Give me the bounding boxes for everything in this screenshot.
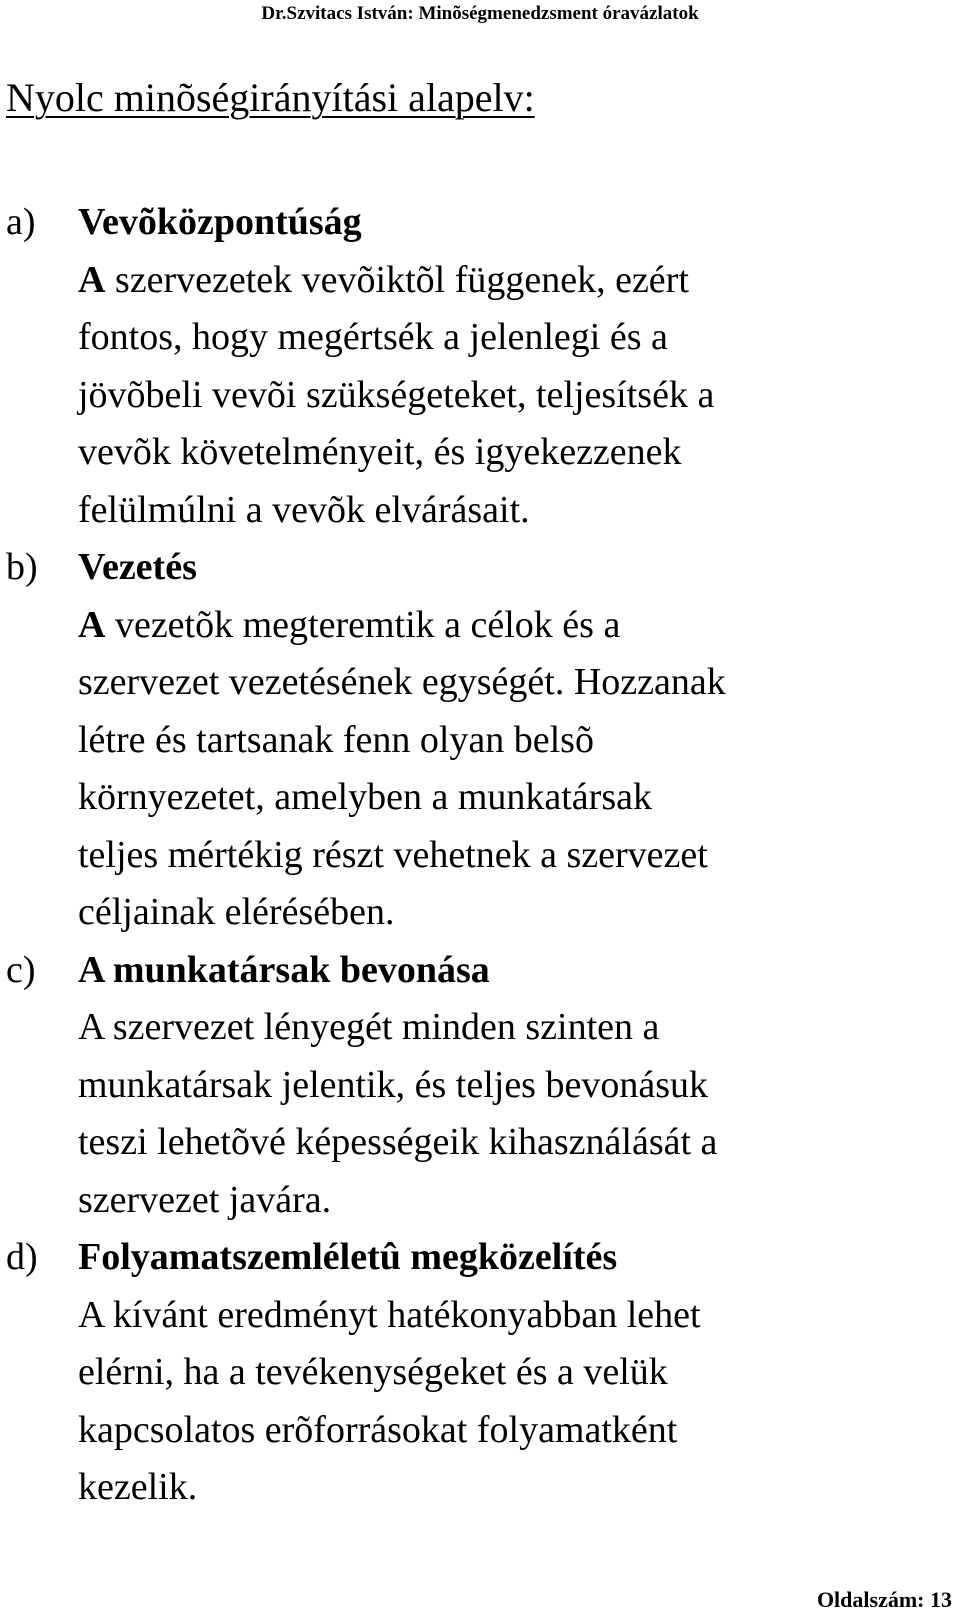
principle-item-a xyxy=(0,194,960,539)
item-text-line: teszi lehetõvé képességeik kihasználását a xyxy=(78,1121,718,1163)
item-text-line xyxy=(78,597,960,655)
item-lead-word: A xyxy=(78,258,106,301)
principle-item-c xyxy=(0,942,960,1230)
item-heading: Vezetés xyxy=(78,546,197,588)
item-text-line: fontos, hogy megértsék a jelenlegi és a xyxy=(78,316,668,358)
item-text-line: A szervezet lényegét minden szinten a xyxy=(78,1006,660,1048)
item-text-line: jövõbeli vevõi szükségeteket, teljesítsék a xyxy=(78,373,715,416)
item-text-line xyxy=(78,252,960,310)
item-content xyxy=(78,1229,960,1517)
item-text: szervezetek vevõiktõl függenek, ezért xyxy=(105,258,689,301)
item-text-line: elérni, ha a tevékenységeket és a velük xyxy=(78,1351,668,1393)
item-lead-word: A xyxy=(78,603,106,646)
page-header: Dr.Szvitacs István: Minõségmenedzsment óravázlatok xyxy=(261,3,699,24)
item-marker: a) xyxy=(6,201,36,243)
item-text-line: kezelik. xyxy=(78,1466,198,1508)
item-heading: A munkatársak bevonása xyxy=(78,948,490,991)
principle-item-b xyxy=(0,539,960,942)
principle-item-d xyxy=(0,1229,960,1517)
item-text: vezetõk megteremtik a célok és a xyxy=(105,603,621,646)
item-content xyxy=(78,942,960,1230)
item-heading: Vevõközpontúság xyxy=(78,201,362,243)
item-marker: c) xyxy=(6,948,36,991)
item-marker: b) xyxy=(6,546,38,588)
item-text-line: kapcsolatos erõforrásokat folyamatként xyxy=(78,1408,678,1451)
item-content xyxy=(78,539,960,942)
item-text-line: felülmúlni a vevõk elvárásait. xyxy=(78,488,530,531)
item-text-line: teljes mértékig részt vehetnek a szervezet xyxy=(78,833,708,876)
page-number: Oldalszám: 13 xyxy=(816,1587,952,1612)
item-text-line: szervezet vezetésének egységét. Hozzanak xyxy=(78,661,726,703)
item-heading: Folyamatszemléletû megközelítés xyxy=(78,1236,618,1278)
item-content xyxy=(78,194,960,539)
page-title: Nyolc minõségirányítási alapelv: xyxy=(6,75,535,120)
item-text-line: létre és tartsanak fenn olyan belsõ xyxy=(78,718,594,761)
item-text-line: munkatársak jelentik, és teljes bevonásuk xyxy=(78,1063,708,1106)
item-text-line: környezetet, amelyben a munkatársak xyxy=(78,776,652,818)
item-text-line: A kívánt eredményt hatékonyabban lehet xyxy=(78,1293,701,1336)
item-text-line: vevõk követelményeit, és igyekezzenek xyxy=(78,431,682,473)
item-marker: d) xyxy=(6,1236,38,1278)
item-text-line: céljainak elérésében. xyxy=(78,891,395,933)
item-text-line: szervezet javára. xyxy=(78,1178,332,1221)
principle-list xyxy=(0,194,960,1517)
